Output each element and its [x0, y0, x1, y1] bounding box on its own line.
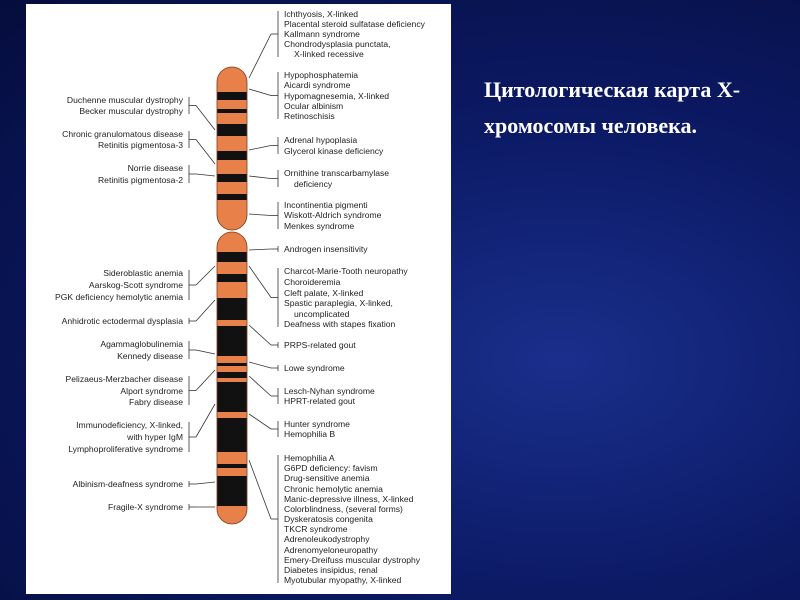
- p-arm: [216, 67, 248, 231]
- left-disease-label: with hyper IgM: [127, 432, 183, 442]
- right-disease-label: Myotubular myopathy, X-linked: [284, 575, 402, 585]
- left-connector-3: [196, 174, 215, 176]
- left-disease-label: Duchenne muscular dystrophy: [66, 95, 183, 105]
- right-disease-label: Aicardi syndrome: [284, 80, 351, 90]
- left-connector-9: [196, 482, 215, 484]
- x-chromosome-map-figure: [26, 4, 451, 594]
- right-disease-label: Chronic hemolytic anemia: [284, 484, 383, 494]
- left-disease-label: Albinism-deafness syndrome: [72, 479, 183, 489]
- slide-title-line-2: хромосомы человека.: [484, 113, 697, 138]
- right-connector-7: [249, 266, 271, 298]
- right-connector-12: [249, 460, 271, 519]
- q-band-5: [216, 363, 248, 366]
- left-disease-label: Fabry disease: [129, 397, 183, 407]
- right-connector-1: [249, 34, 271, 78]
- right-disease-label: Retinoschisis: [284, 111, 335, 121]
- right-connector-2: [249, 89, 271, 96]
- right-disease-label: Manic-depressive illness, X-linked: [284, 494, 414, 504]
- right-disease-label: Androgen insensitivity: [284, 244, 368, 254]
- left-disease-label: Retinitis pigmentosa-2: [97, 175, 183, 185]
- right-disease-label: Lesch-Nyhan syndrome: [284, 386, 375, 396]
- left-disease-label: Fragile-X syndrome: [108, 502, 183, 512]
- p-band-2: [216, 109, 248, 113]
- right-disease-label: uncomplicated: [294, 309, 350, 319]
- right-disease-label: Dyskeratosis congenita: [284, 514, 373, 524]
- right-disease-label: Lowe syndrome: [284, 363, 345, 373]
- left-connector-7: [196, 370, 215, 391]
- left-connector-8: [196, 404, 215, 437]
- left-disease-label: Becker muscular dystrophy: [79, 106, 183, 116]
- p-band-3: [216, 124, 248, 136]
- right-disease-label: deficiency: [294, 179, 333, 189]
- right-disease-label: Hypophosphatemia: [284, 70, 359, 80]
- left-disease-label: Anhidrotic ectodermal dysplasia: [61, 316, 183, 326]
- right-disease-label: Ornithine transcarbamylase: [284, 168, 390, 178]
- left-disease-label: Agammaglobulinemia: [100, 339, 183, 349]
- right-disease-label: G6PD deficiency: favism: [284, 463, 378, 473]
- right-disease-label: Hypomagnesemia, X-linked: [284, 91, 390, 101]
- left-disease-label: PGK deficiency hemolytic anemia: [54, 292, 183, 302]
- q-band-9: [216, 464, 248, 468]
- right-disease-label: Hemophilia B: [284, 429, 336, 439]
- right-disease-label: Glycerol kinase deficiency: [284, 146, 384, 156]
- right-disease-label: Deafness with stapes fixation: [284, 319, 396, 329]
- q-band-2: [216, 274, 248, 282]
- q-arm: [216, 231, 248, 524]
- q-band-6: [216, 372, 248, 378]
- q-band-10: [216, 476, 248, 506]
- left-disease-label: Aarskog-Scott syndrome: [88, 280, 183, 290]
- right-disease-label: HPRT-related gout: [284, 396, 356, 406]
- left-disease-label: Pelizaeus-Merzbacher disease: [65, 374, 183, 384]
- right-disease-label: Kallmann syndrome: [284, 29, 360, 39]
- q-band-4: [216, 326, 248, 356]
- right-connector-3: [249, 146, 271, 151]
- q-band-3: [216, 298, 248, 320]
- right-disease-label: Adrenoleukodystrophy: [284, 534, 370, 544]
- left-disease-label: Retinitis pigmentosa-3: [97, 140, 183, 150]
- left-disease-label: Alport syndrome: [120, 386, 183, 396]
- left-disease-label: Chronic granulomatous disease: [62, 129, 183, 139]
- q-band-8: [216, 418, 248, 452]
- p-band-4: [216, 151, 248, 160]
- right-disease-label: X-linked recessive: [294, 49, 364, 59]
- right-connector-11: [249, 414, 271, 429]
- right-connector-5: [249, 214, 271, 216]
- right-disease-label: Ichthyosis, X-linked: [284, 9, 359, 19]
- left-connector-5: [196, 300, 215, 321]
- right-disease-label: Ocular albinism: [284, 101, 344, 111]
- right-disease-label: PRPS-related gout: [284, 340, 356, 350]
- p-band-6: [216, 194, 248, 200]
- right-connector-6: [249, 249, 271, 250]
- left-disease-label: Immunodeficiency, X-linked,: [76, 420, 183, 430]
- right-connector-8: [249, 325, 271, 345]
- right-disease-label: TKCR syndrome: [284, 524, 348, 534]
- left-connector-4: [196, 266, 215, 285]
- right-disease-label: Hemophilia A: [284, 453, 335, 463]
- right-disease-label: Hunter syndrome: [284, 419, 350, 429]
- right-disease-label: Diabetes insipidus, renal: [284, 565, 378, 575]
- right-disease-label: Adrenomyeloneuropathy: [284, 545, 378, 555]
- right-connector-9: [249, 362, 271, 368]
- right-disease-label: Wiskott-Aldrich syndrome: [284, 210, 382, 220]
- right-disease-label: Chondrodysplasia punctata,: [284, 39, 391, 49]
- right-disease-label: Emery-Dreifuss muscular dystrophy: [284, 555, 421, 565]
- right-disease-label: Spastic paraplegia, X-linked,: [284, 298, 393, 308]
- right-disease-label: Charcot-Marie-Tooth neuropathy: [284, 266, 408, 276]
- left-connector-6: [196, 350, 215, 354]
- right-disease-label: Adrenal hypoplasia: [284, 135, 358, 145]
- left-disease-label: Norrie disease: [127, 163, 183, 173]
- right-disease-label: Placental steroid sulfatase deficiency: [284, 19, 425, 29]
- right-connector-10: [249, 376, 271, 396]
- left-disease-label: Sideroblastic anemia: [103, 268, 183, 278]
- right-disease-label: Incontinentia pigmenti: [284, 200, 368, 210]
- left-connector-2: [196, 140, 215, 165]
- right-connector-4: [249, 176, 271, 179]
- right-disease-label: Colorblindness, (several forms): [284, 504, 403, 514]
- slide-title-line-1: Цитологическая карта Х-: [484, 77, 741, 102]
- left-disease-label: Kennedy disease: [117, 351, 183, 361]
- p-band-1: [216, 92, 248, 100]
- right-disease-label: Choroideremia: [284, 277, 341, 287]
- left-connector-1: [196, 106, 215, 131]
- p-arm-body: [217, 67, 247, 231]
- right-disease-label: Cleft palate, X-linked: [284, 288, 364, 298]
- right-disease-label: Drug-sensitive anemia: [284, 473, 370, 483]
- slide-title: [484, 72, 794, 144]
- left-disease-label: Lymphoproliferative syndrome: [68, 444, 183, 454]
- p-band-5: [216, 174, 248, 182]
- q-band-7: [216, 382, 248, 412]
- right-disease-label: Menkes syndrome: [284, 221, 355, 231]
- q-band-1: [216, 252, 248, 262]
